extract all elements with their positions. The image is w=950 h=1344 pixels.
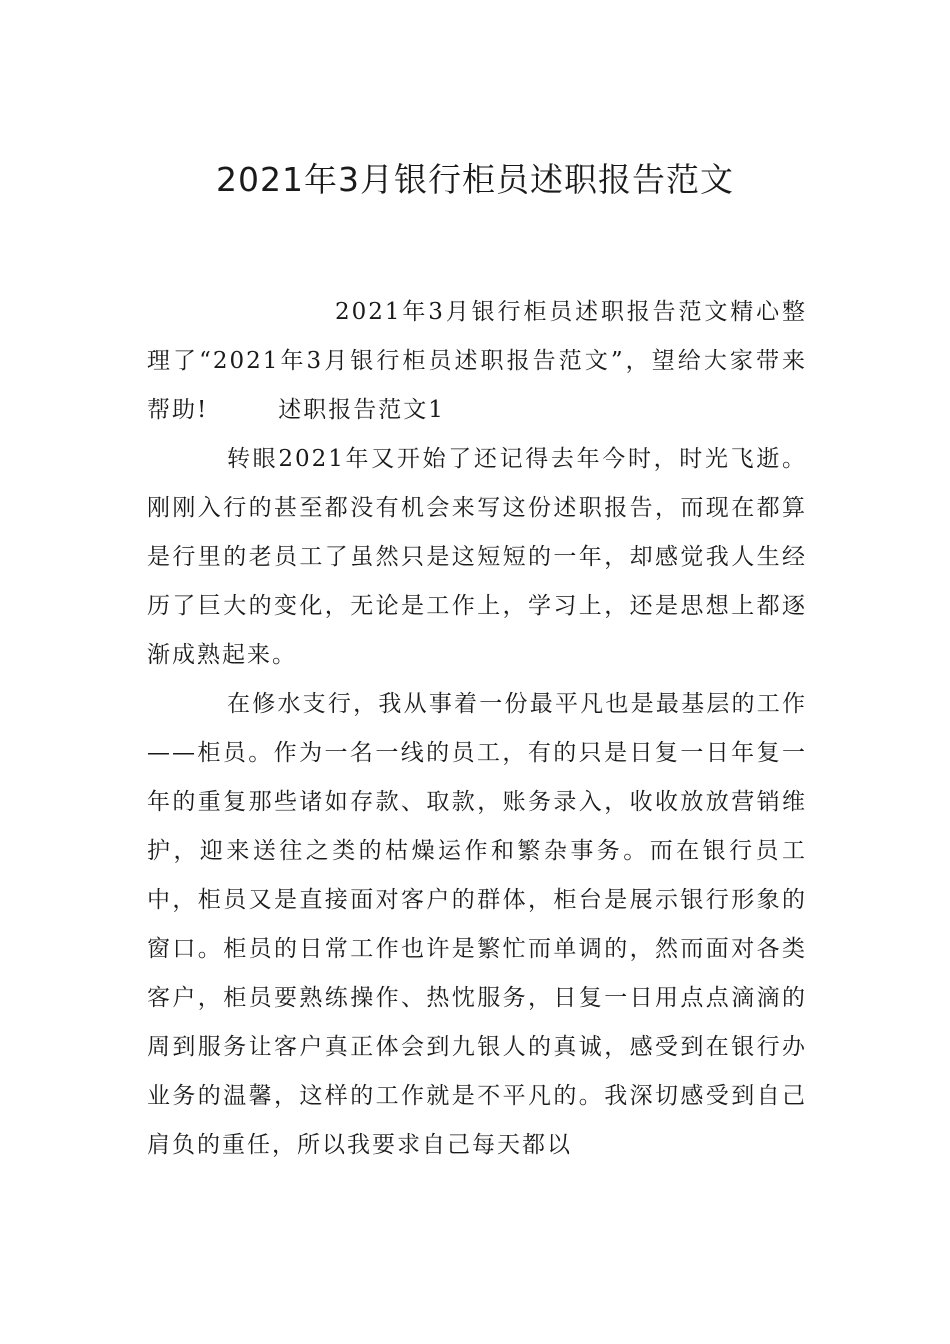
intro-paragraph (147, 288, 807, 435)
intro-text: 2021年3月银行柜员述职报告范文精心整理了“2021年3月银行柜员述职报告范文”，望给大家带来帮助! (147, 299, 807, 423)
body-paragraph-2: 在修水支行，我从事着一份最平凡也是最基层的工作——柜员。作为一名一线的员工，有的只是日复一日年复一年的重复那些诸如存款、取款，账务录入，收收放放营销维护，迎来送往之类的枯燥运作和繁杂事务。而在银行员工中，柜员又是直接面对客户的群体，柜台是展示银行形象的窗口。柜员的日常工作也许是繁忙而单调的，然而面对各类客户，柜员要熟练操作、热忱服务，日复一日用点点滴滴的周到服务让客户真正体会到九银人的真诚，感受到在银行办业务的温馨，这样的工作就是不平凡的。我深切感受到自己肩负的重任，所以我要求自己每天都以 (147, 691, 807, 1158)
document-body (147, 288, 807, 1170)
body-paragraph-1: 转眼2021年又开始了还记得去年今时，时光飞逝。刚刚入行的甚至都没有机会来写这份述职报告，而现在都算是行里的老员工了虽然只是这短短的一年，却感觉我人生经历了巨大的变化，无论是工作上，学习上，还是思想上都逐渐成熟起来。 (147, 446, 807, 668)
section-heading: 述职报告范文1 (278, 397, 445, 423)
document-title: 2021年3月银行柜员述职报告范文 (216, 160, 734, 199)
